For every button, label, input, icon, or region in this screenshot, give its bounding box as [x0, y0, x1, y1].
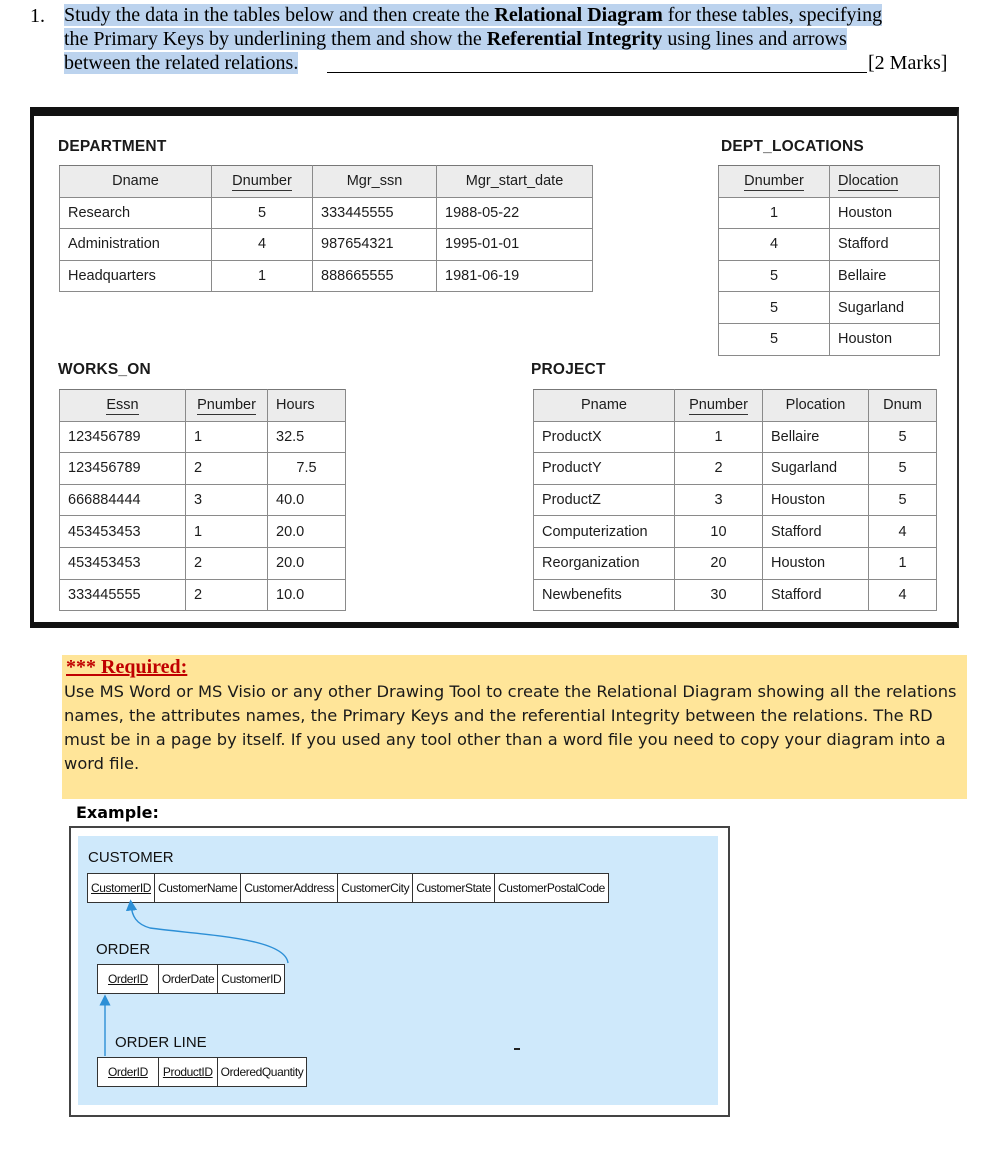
table-cell: ProductZ: [534, 484, 675, 516]
table-cell: 3: [186, 484, 268, 516]
order-attr: OrderDate: [159, 965, 218, 993]
table-cell: 453453453: [60, 547, 186, 579]
column-header: Dname: [60, 166, 212, 198]
attr-label: CustomerID: [91, 881, 152, 895]
pk-column-header: Essn: [106, 397, 139, 414]
question-bold-referential-integrity: Referential Integrity: [486, 28, 663, 50]
works-on-title: WORKS_ON: [58, 361, 151, 378]
table-cell: 5: [212, 197, 313, 229]
table-cell: 40.0: [268, 484, 346, 516]
pk-column-header: Dlocation: [838, 173, 899, 190]
table-cell: 1: [675, 421, 763, 453]
table-cell: 123456789: [60, 453, 186, 485]
table-cell: 666884444: [60, 484, 186, 516]
order-line-attr: OrderedQuantity: [220, 1065, 304, 1079]
column-header: Mgr_start_date: [437, 166, 593, 198]
customer-relation-title: CUSTOMER: [88, 849, 174, 866]
customer-attr: CustomerCity: [338, 874, 413, 902]
table-cell: 453453453: [60, 516, 186, 548]
table-cell: 10.0: [268, 579, 346, 611]
order-attr: CustomerID: [221, 972, 282, 986]
table-cell: 1988-05-22: [437, 197, 593, 229]
table-cell: 5: [869, 421, 937, 453]
table-cell: 5: [719, 260, 830, 292]
attr-label: ProductID: [162, 1065, 213, 1079]
table-cell: 1: [719, 197, 830, 229]
pk-column-header: Dnumber: [744, 173, 804, 190]
table-cell: 3: [675, 484, 763, 516]
table-cell: ProductX: [534, 421, 675, 453]
table-cell: Research: [60, 197, 212, 229]
table-cell: Administration: [60, 229, 212, 261]
table-cell: 333445555: [313, 197, 437, 229]
table-cell: 4: [869, 579, 937, 611]
table-cell: 1: [186, 516, 268, 548]
table-cell: 4: [719, 229, 830, 261]
question-text-2a: the Primary Keys by underlining them and show the: [64, 28, 487, 50]
customer-attr: CustomerName: [155, 874, 241, 902]
dept-locations-title: DEPT_LOCATIONS: [721, 138, 864, 155]
table-cell: 888665555: [313, 260, 437, 292]
table-cell: 333445555: [60, 579, 186, 611]
table-cell: Computerization: [534, 516, 675, 548]
required-text: Use MS Word or MS Visio or any other Drawing Tool to create the Relational Diagram showing all the relations names, the attributes names, the Primary Keys and the referential Integrity between the relations. The RD must be in a page by itself. If you used any tool other than a word file you need to copy your diagram into a word file.: [64, 682, 957, 773]
project-title: PROJECT: [531, 361, 606, 378]
table-cell: 4: [212, 229, 313, 261]
department-title: DEPARTMENT: [58, 138, 167, 155]
table-cell: Sugarland: [763, 453, 869, 485]
customer-attr: CustomerPostalCode: [498, 881, 605, 895]
table-cell: Houston: [763, 547, 869, 579]
attr-label: OrderID: [108, 972, 148, 986]
question-bold-relational-diagram: Relational Diagram: [494, 4, 663, 26]
question-marks: [2 Marks]: [868, 52, 948, 74]
table-cell: Sugarland: [830, 292, 940, 324]
question-text-1a: Study the data in the tables below and then create the: [64, 4, 495, 26]
table-cell: 1981-06-19: [437, 260, 593, 292]
customer-attr: CustomerState: [413, 874, 495, 902]
table-cell: 5: [719, 323, 830, 355]
customer-attr: CustomerAddress: [241, 874, 338, 902]
required-title: *** Required:: [66, 656, 188, 678]
table-cell: 5: [869, 453, 937, 485]
table-cell: 20.0: [268, 516, 346, 548]
column-header: Pname: [534, 390, 675, 422]
example-label: Example:: [76, 803, 159, 822]
attr-label: OrderID: [108, 1065, 148, 1079]
table-cell: 5: [869, 484, 937, 516]
table-cell: 1995-01-01: [437, 229, 593, 261]
table-cell: 5: [719, 292, 830, 324]
column-header: Plocation: [763, 390, 869, 422]
table-cell: Stafford: [763, 516, 869, 548]
table-cell: Houston: [763, 484, 869, 516]
table-cell: Houston: [830, 323, 940, 355]
table-cell: 123456789: [60, 421, 186, 453]
table-cell: Houston: [830, 197, 940, 229]
table-cell: 1: [212, 260, 313, 292]
order-relation-title: ORDER: [96, 941, 151, 958]
order-to-customer-arrow: [131, 905, 288, 963]
table-cell: Bellaire: [763, 421, 869, 453]
column-header: Mgr_ssn: [313, 166, 437, 198]
question-number: 1.: [30, 5, 45, 27]
pk-column-header: Pnumber: [197, 397, 256, 414]
pk-column-header: Pnumber: [689, 397, 748, 414]
question-text-2c: using lines and arrows: [662, 28, 847, 50]
stray-dash-mark: [514, 1048, 520, 1050]
table-cell: 32.5: [268, 421, 346, 453]
table-cell: Reorganization: [534, 547, 675, 579]
table-cell: 987654321: [313, 229, 437, 261]
table-cell: Headquarters: [60, 260, 212, 292]
table-cell: 2: [186, 453, 268, 485]
table-cell: Stafford: [830, 229, 940, 261]
table-cell: Newbenefits: [534, 579, 675, 611]
table-cell: 20.0: [268, 547, 346, 579]
table-cell: 4: [869, 516, 937, 548]
table-cell: 20: [675, 547, 763, 579]
table-cell: 1: [186, 421, 268, 453]
table-cell: 2: [186, 579, 268, 611]
pk-column-header: Dnumber: [232, 173, 292, 190]
table-cell: 10: [675, 516, 763, 548]
table-cell: ProductY: [534, 453, 675, 485]
table-cell: Bellaire: [830, 260, 940, 292]
order-line-relation-title: ORDER LINE: [115, 1034, 207, 1051]
column-header: Hours: [268, 390, 346, 422]
question-text-1c: for these tables, specifying: [662, 4, 883, 26]
table-cell: 30: [675, 579, 763, 611]
table-cell: 7.5: [268, 453, 346, 485]
table-cell: Stafford: [763, 579, 869, 611]
table-cell: 2: [186, 547, 268, 579]
column-header: Dnum: [869, 390, 937, 422]
table-cell: 1: [869, 547, 937, 579]
question-text-3: between the related relations.: [64, 52, 299, 74]
table-cell: 2: [675, 453, 763, 485]
